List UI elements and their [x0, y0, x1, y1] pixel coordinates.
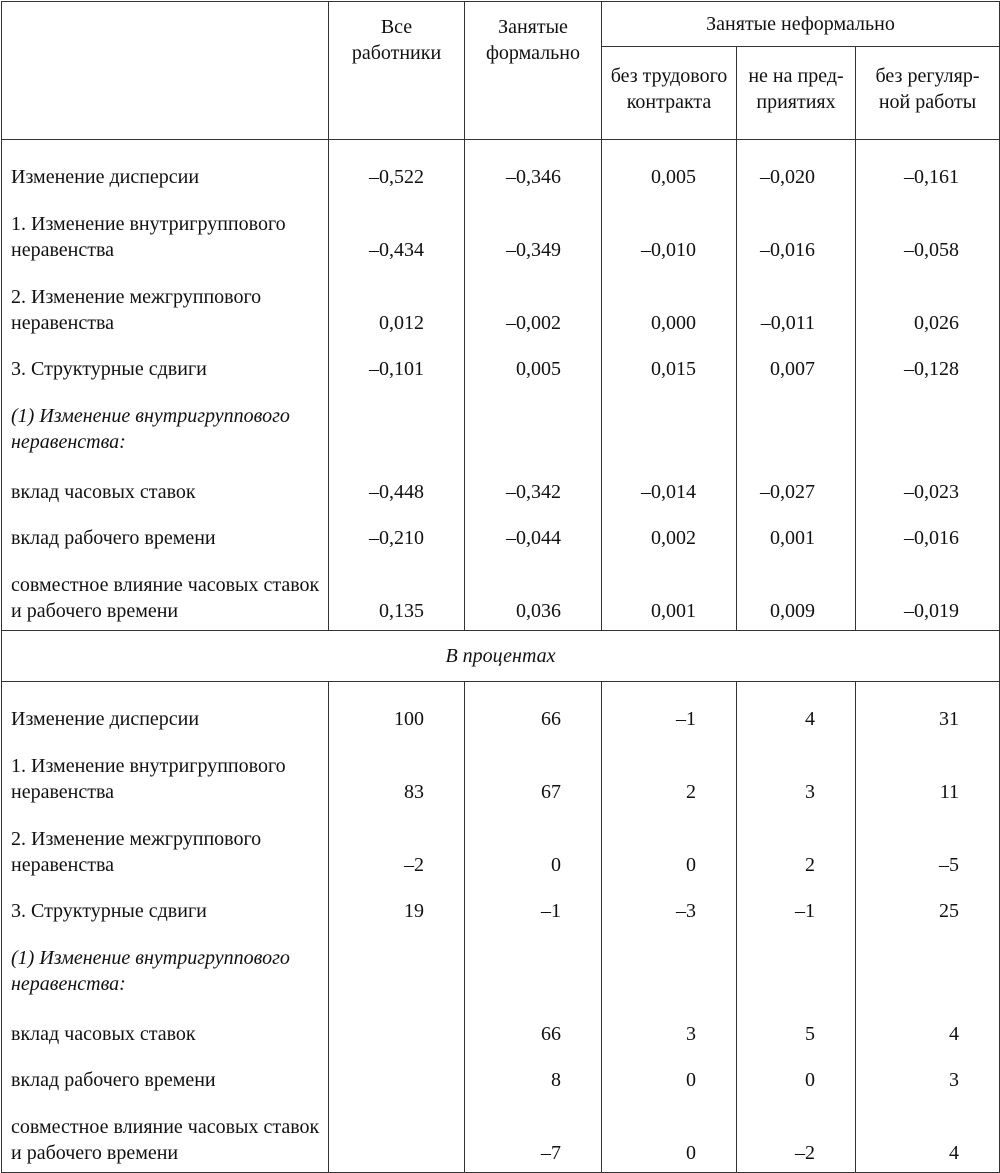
- cell-value: 0: [602, 1047, 737, 1093]
- row-label: 3. Структурные сдвиги: [11, 358, 207, 380]
- header-informal-group: Занятые неформально: [602, 2, 1000, 47]
- cell-value: –0,349: [465, 190, 602, 263]
- table-header: [2, 2, 1000, 140]
- table-row: [2, 551, 1000, 631]
- table-row: [2, 382, 1000, 459]
- percent-values-block: [2, 682, 1000, 1173]
- cell-value: 0,007: [737, 336, 856, 382]
- cell-value: 25: [856, 878, 1000, 924]
- table-row: [2, 190, 1000, 263]
- cell-value: 0: [602, 805, 737, 878]
- cell-value: –2: [737, 1093, 856, 1173]
- cell-value: 2: [602, 732, 737, 805]
- cell-value: 0,005: [465, 336, 602, 382]
- cell-value: 0,026: [856, 263, 1000, 336]
- cell-value: 8: [465, 1047, 602, 1093]
- row-label: совместное влияние часовых ставок и рабочего времени: [11, 574, 320, 622]
- cell-value: 3: [602, 1001, 737, 1047]
- cell-value: –1: [465, 878, 602, 924]
- header-not-enterprise: не на пред-приятиях: [737, 47, 856, 140]
- cell-value: 100: [329, 682, 465, 733]
- cell-value: –0,014: [602, 459, 737, 505]
- cell-value: [465, 924, 602, 1001]
- table-row: [2, 732, 1000, 805]
- cell-value: –0,210: [329, 505, 465, 551]
- row-label: 3. Структурные сдвиги: [11, 900, 207, 922]
- cell-value: [329, 1093, 465, 1173]
- cell-value: [602, 924, 737, 1001]
- table-row: [2, 263, 1000, 336]
- table-row: [2, 140, 1000, 191]
- cell-value: [329, 1047, 465, 1093]
- row-label-subheading: (1) Изменение внутригруппового неравенства:: [11, 405, 290, 453]
- cell-value: 4: [856, 1001, 1000, 1047]
- cell-value: –0,161: [856, 140, 1000, 191]
- cell-value: 0,036: [465, 551, 602, 631]
- header-all-workers: Все работники: [329, 2, 465, 140]
- cell-value: 0,015: [602, 336, 737, 382]
- cell-value: 5: [737, 1001, 856, 1047]
- cell-value: 11: [856, 732, 1000, 805]
- row-label: 1. Изменение внутригруппового неравенства: [11, 755, 286, 803]
- cell-value: 0: [737, 1047, 856, 1093]
- cell-value: 0,135: [329, 551, 465, 631]
- cell-value: –0,020: [737, 140, 856, 191]
- cell-value: –0,044: [465, 505, 602, 551]
- cell-value: 3: [737, 732, 856, 805]
- cell-value: –0,448: [329, 459, 465, 505]
- cell-value: –0,128: [856, 336, 1000, 382]
- table-row: [2, 682, 1000, 733]
- cell-value: 0,002: [602, 505, 737, 551]
- row-label: Изменение дисперсии: [11, 708, 200, 730]
- cell-value: [329, 1001, 465, 1047]
- cell-value: 31: [856, 682, 1000, 733]
- decomposition-table: [1, 1, 1000, 1173]
- cell-value: 19: [329, 878, 465, 924]
- absolute-values-block: [2, 140, 1000, 631]
- table-row: [2, 336, 1000, 382]
- table-row: [2, 1093, 1000, 1173]
- cell-value: [602, 382, 737, 459]
- cell-value: –0,010: [602, 190, 737, 263]
- cell-value: –0,522: [329, 140, 465, 191]
- cell-value: 0,000: [602, 263, 737, 336]
- row-label-subheading: (1) Изменение внутригруппового неравенства:: [11, 947, 290, 995]
- row-label: 2. Изменение межгруппового неравенства: [11, 286, 262, 334]
- cell-value: [856, 382, 1000, 459]
- cell-value: –3: [602, 878, 737, 924]
- cell-value: –1: [602, 682, 737, 733]
- cell-value: [329, 382, 465, 459]
- cell-value: 0,001: [737, 505, 856, 551]
- row-label: вклад часовых ставок: [11, 1023, 196, 1045]
- cell-value: [737, 382, 856, 459]
- row-label: совместное влияние часовых ставок и рабочего времени: [11, 1116, 320, 1164]
- table-row: [2, 1047, 1000, 1093]
- cell-value: 66: [465, 1001, 602, 1047]
- table-row: [2, 505, 1000, 551]
- cell-value: 0: [602, 1093, 737, 1173]
- cell-value: –0,016: [737, 190, 856, 263]
- cell-value: [329, 924, 465, 1001]
- header-irregular: без регуляр-ной работы: [856, 47, 1000, 140]
- row-label: 1. Изменение внутригруппового неравенства: [11, 213, 286, 261]
- cell-value: –0,016: [856, 505, 1000, 551]
- table-row: [2, 878, 1000, 924]
- cell-value: –1: [737, 878, 856, 924]
- cell-value: 0,001: [602, 551, 737, 631]
- cell-value: [737, 924, 856, 1001]
- cell-value: –0,027: [737, 459, 856, 505]
- cell-value: 4: [737, 682, 856, 733]
- table-row: [2, 805, 1000, 878]
- cell-value: –0,058: [856, 190, 1000, 263]
- section-title: В процентах: [2, 631, 1000, 682]
- table-row: [2, 459, 1000, 505]
- cell-value: 4: [856, 1093, 1000, 1173]
- cell-value: 0,012: [329, 263, 465, 336]
- row-label: вклад рабочего времени: [11, 527, 216, 549]
- cell-value: –7: [465, 1093, 602, 1173]
- row-label: вклад рабочего времени: [11, 1069, 216, 1091]
- percent-section-divider: [2, 631, 1000, 682]
- cell-value: –0,434: [329, 190, 465, 263]
- header-empty-cell: [2, 2, 329, 140]
- cell-value: –0,011: [737, 263, 856, 336]
- section-header-row: [2, 631, 1000, 682]
- cell-value: 83: [329, 732, 465, 805]
- header-no-contract: без трудового контракта: [602, 47, 737, 140]
- cell-value: 67: [465, 732, 602, 805]
- cell-value: –0,002: [465, 263, 602, 336]
- cell-value: –0,101: [329, 336, 465, 382]
- table-row: [2, 1001, 1000, 1047]
- cell-value: [465, 382, 602, 459]
- row-label: 2. Изменение межгруппового неравенства: [11, 828, 262, 876]
- row-label: вклад часовых ставок: [11, 481, 196, 503]
- cell-value: 3: [856, 1047, 1000, 1093]
- cell-value: –0,342: [465, 459, 602, 505]
- cell-value: 0,005: [602, 140, 737, 191]
- cell-value: 66: [465, 682, 602, 733]
- row-label: Изменение дисперсии: [11, 166, 200, 188]
- cell-value: 2: [737, 805, 856, 878]
- cell-value: –5: [856, 805, 1000, 878]
- cell-value: –0,346: [465, 140, 602, 191]
- cell-value: [856, 924, 1000, 1001]
- cell-value: 0: [465, 805, 602, 878]
- cell-value: –0,019: [856, 551, 1000, 631]
- cell-value: –0,023: [856, 459, 1000, 505]
- cell-value: –2: [329, 805, 465, 878]
- header-formal: Занятые формально: [465, 2, 602, 140]
- cell-value: 0,009: [737, 551, 856, 631]
- table-row: [2, 924, 1000, 1001]
